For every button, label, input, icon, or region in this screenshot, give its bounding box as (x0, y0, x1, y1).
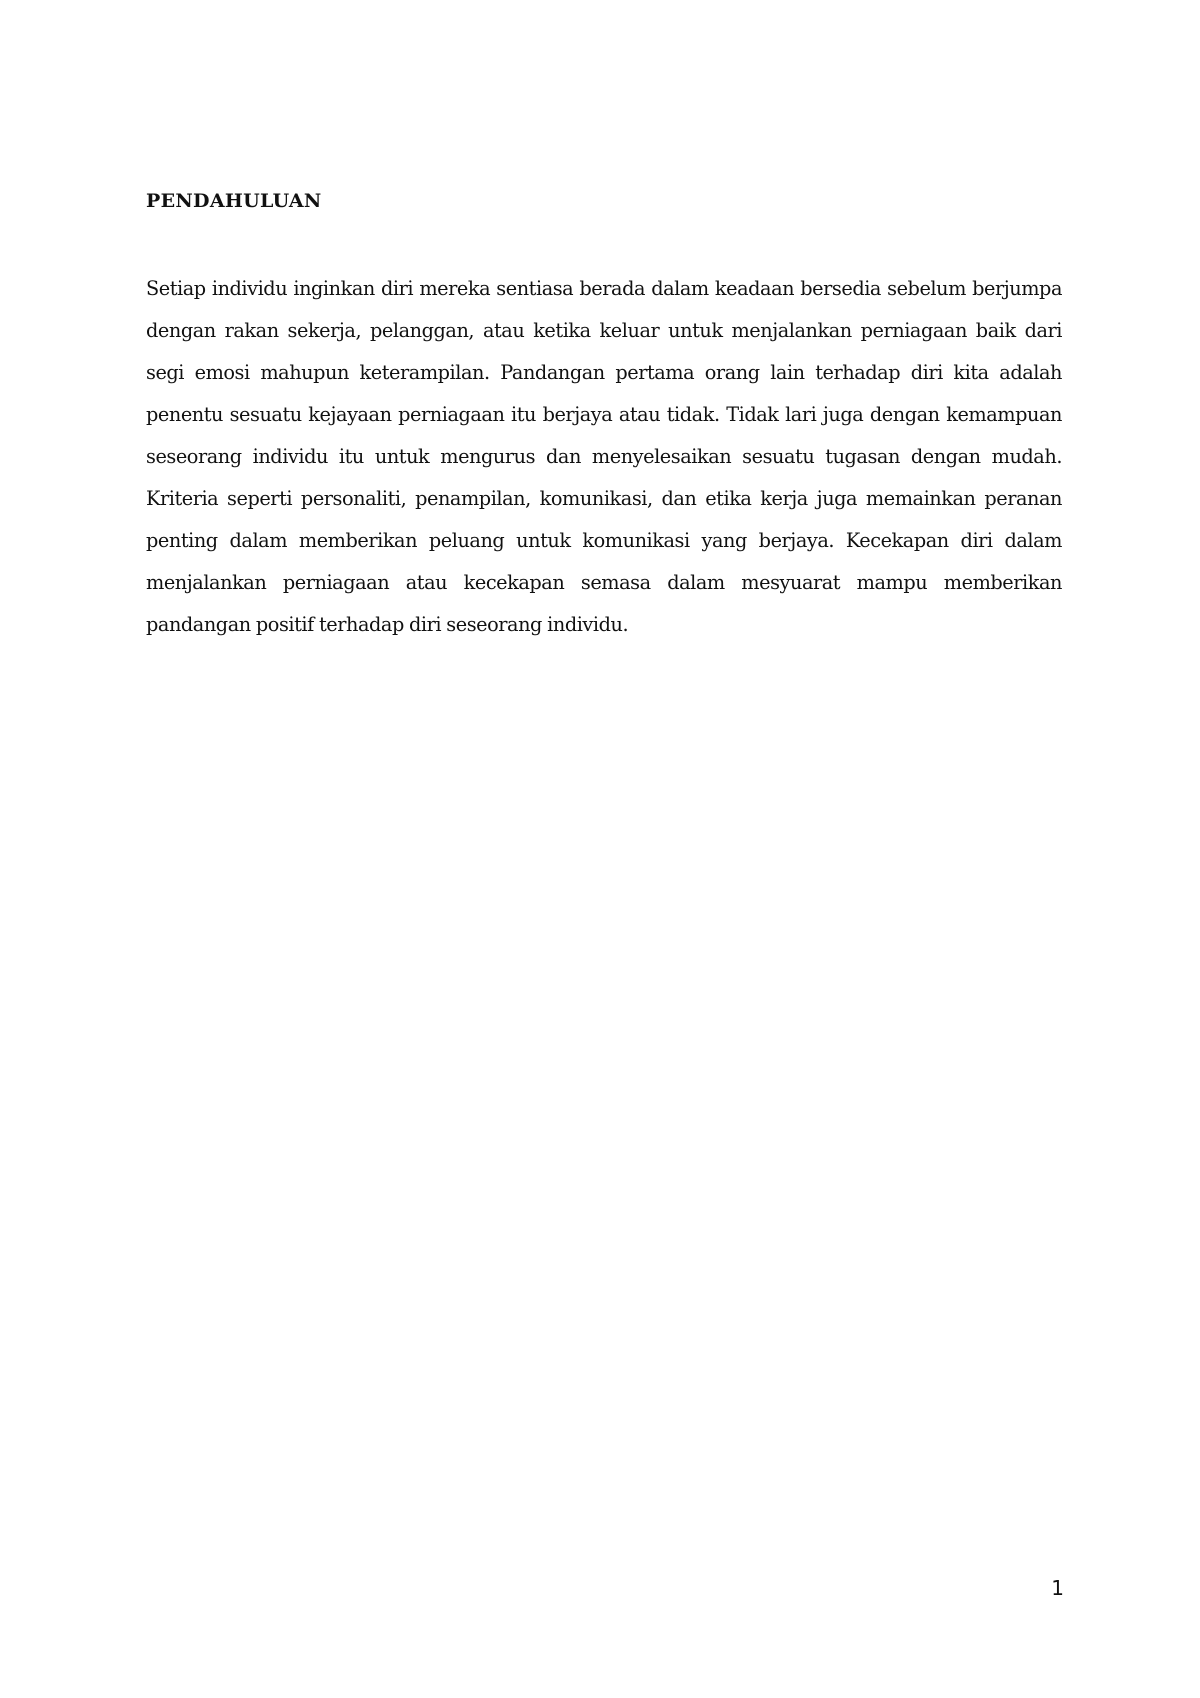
section-heading: PENDAHULUAN (146, 190, 322, 212)
page-number: 1 (1051, 1576, 1064, 1600)
body-paragraph: Setiap individu inginkan diri mereka sentiasa berada dalam keadaan bersedia sebelum berjumpa dengan rakan sekerja, pelanggan, atau ketika keluar untuk menjalankan perniagaan baik dari segi emosi mahupun keterampilan. Pandangan pertama orang lain terhadap diri kita adalah penentu sesuatu kejayaan perniagaan itu berjaya atau tidak. Tidak lari juga dengan kemampuan seseorang individu itu untuk mengurus dan menyelesaikan sesuatu tugasan dengan mudah. Kriteria seperti personaliti, penampilan, komunikasi, dan etika kerja juga memainkan peranan penting dalam memberikan peluang untuk komunikasi yang berjaya. Kecekapan diri dalam menjalankan perniagaan atau kecekapan semasa dalam mesyuarat mampu memberikan pandangan positif terhadap diri seseorang individu. (146, 277, 1062, 636)
